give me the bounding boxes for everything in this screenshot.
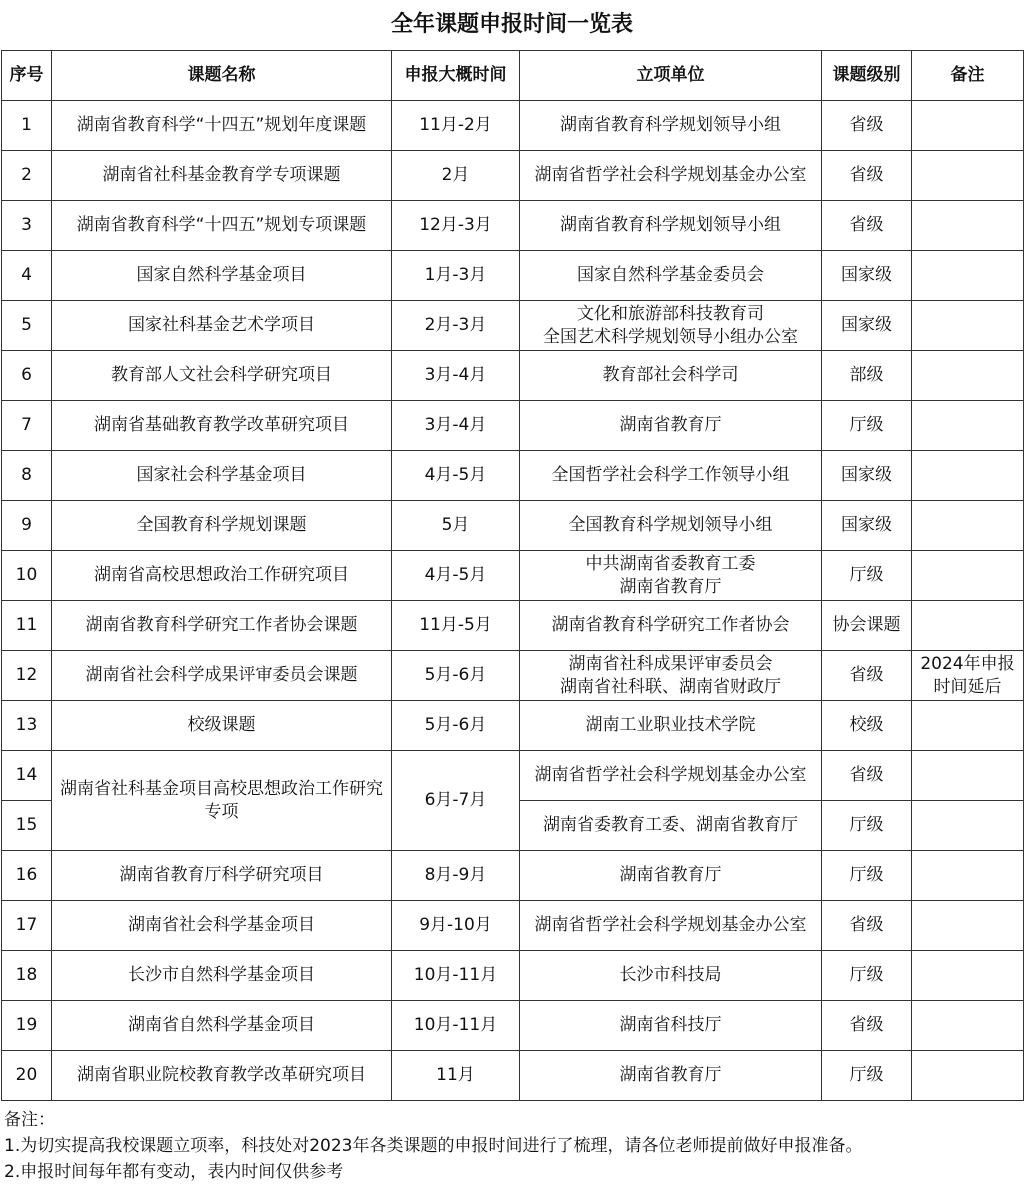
project-name: 湖南省社会科学基金项目 <box>52 901 392 951</box>
header-name: 课题名称 <box>52 51 392 101</box>
apply-time: 5月 <box>392 501 520 551</box>
remark <box>912 951 1024 1001</box>
table-row <box>2 851 1024 901</box>
approval-unit: 湖南省社科成果评审委员会 湖南省社科联、湖南省财政厅 <box>520 651 822 701</box>
approval-unit: 湖南省哲学社会科学规划基金办公室 <box>520 151 822 201</box>
remark <box>912 901 1024 951</box>
table-row <box>2 701 1024 751</box>
remark <box>912 501 1024 551</box>
approval-unit: 湖南省哲学社会科学规划基金办公室 <box>520 751 822 801</box>
project-level: 省级 <box>822 201 912 251</box>
row-number: 2 <box>2 151 52 201</box>
project-level: 厅级 <box>822 551 912 601</box>
table-row <box>2 401 1024 451</box>
project-level: 国家级 <box>822 451 912 501</box>
remark <box>912 751 1024 801</box>
row-number: 8 <box>2 451 52 501</box>
project-level: 厅级 <box>822 801 912 851</box>
page-title: 全年课题申报时间一览表 <box>390 12 633 37</box>
remark <box>912 351 1024 401</box>
table-row <box>2 1001 1024 1051</box>
project-name: 教育部人文社会科学研究项目 <box>52 351 392 401</box>
project-level: 厅级 <box>822 1051 912 1101</box>
table-row <box>2 201 1024 251</box>
project-level: 省级 <box>822 151 912 201</box>
row-number: 10 <box>2 551 52 601</box>
row-number: 3 <box>2 201 52 251</box>
header-level: 课题级别 <box>822 51 912 101</box>
project-level: 协会课题 <box>822 601 912 651</box>
remark <box>912 1001 1024 1051</box>
remark <box>912 451 1024 501</box>
apply-time: 2月-3月 <box>392 301 520 351</box>
remark <box>912 851 1024 901</box>
apply-time: 10月-11月 <box>392 1001 520 1051</box>
table-row <box>2 251 1024 301</box>
project-name: 全国教育科学规划课题 <box>52 501 392 551</box>
remark: 2024年申报时间延后 <box>912 651 1024 701</box>
approval-unit: 湖南省科技厅 <box>520 1001 822 1051</box>
project-level: 省级 <box>822 651 912 701</box>
project-name: 国家自然科学基金项目 <box>52 251 392 301</box>
approval-unit: 湖南省教育科学规划领导小组 <box>520 101 822 151</box>
project-level: 校级 <box>822 701 912 751</box>
project-level: 省级 <box>822 901 912 951</box>
project-level: 国家级 <box>822 301 912 351</box>
project-name: 湖南省职业院校教育教学改革研究项目 <box>52 1051 392 1101</box>
approval-unit: 湖南省教育科学规划领导小组 <box>520 201 822 251</box>
remark <box>912 301 1024 351</box>
apply-time: 11月 <box>392 1051 520 1101</box>
schedule-table <box>1 50 1024 1101</box>
apply-time: 10月-11月 <box>392 951 520 1001</box>
apply-time: 2月 <box>392 151 520 201</box>
remark <box>912 551 1024 601</box>
remark <box>912 251 1024 301</box>
project-name: 国家社会科学基金项目 <box>52 451 392 501</box>
approval-unit: 湖南省哲学社会科学规划基金办公室 <box>520 901 822 951</box>
notes-heading: 备注： <box>4 1110 55 1130</box>
header-remark: 备注 <box>912 51 1024 101</box>
header-unit: 立项单位 <box>520 51 822 101</box>
remark <box>912 151 1024 201</box>
table-row <box>2 601 1024 651</box>
row-number: 19 <box>2 1001 52 1051</box>
approval-unit: 文化和旅游部科技教育司 全国艺术科学规划领导小组办公室 <box>520 301 822 351</box>
approval-unit: 湖南省教育厅 <box>520 1051 822 1101</box>
project-name: 湖南省教育科学“十四五”规划年度课题 <box>52 101 392 151</box>
project-name: 湖南省教育科学研究工作者协会课题 <box>52 601 392 651</box>
notes-line-1: 1.为切实提高我校课题立项率，科技处对2023年各类课题的申报时间进行了梳理，请各位老师提前做好申报准备。 <box>4 1136 863 1156</box>
approval-unit: 教育部社会科学司 <box>520 351 822 401</box>
table-row <box>2 301 1024 351</box>
table-row <box>2 351 1024 401</box>
row-number: 4 <box>2 251 52 301</box>
project-name: 湖南省教育厅科学研究项目 <box>52 851 392 901</box>
table-row <box>2 551 1024 601</box>
project-level: 国家级 <box>822 251 912 301</box>
approval-unit: 国家自然科学基金委员会 <box>520 251 822 301</box>
header-time: 申报大概时间 <box>392 51 520 101</box>
project-level: 省级 <box>822 1001 912 1051</box>
approval-unit: 湖南工业职业技术学院 <box>520 701 822 751</box>
table-body <box>2 101 1024 1101</box>
remark <box>912 1051 1024 1101</box>
row-number: 7 <box>2 401 52 451</box>
project-name: 国家社科基金艺术学项目 <box>52 301 392 351</box>
header-no: 序号 <box>2 51 52 101</box>
project-name: 湖南省教育科学“十四五”规划专项课题 <box>52 201 392 251</box>
project-name: 湖南省社科基金教育学专项课题 <box>52 151 392 201</box>
project-name: 长沙市自然科学基金项目 <box>52 951 392 1001</box>
row-number: 17 <box>2 901 52 951</box>
notes <box>0 1107 1024 1185</box>
apply-time: 12月-3月 <box>392 201 520 251</box>
row-number: 20 <box>2 1051 52 1101</box>
table-row <box>2 101 1024 151</box>
project-level: 国家级 <box>822 501 912 551</box>
project-level: 部级 <box>822 351 912 401</box>
apply-time: 4月-5月 <box>392 451 520 501</box>
table-row <box>2 151 1024 201</box>
remark <box>912 201 1024 251</box>
remark <box>912 101 1024 151</box>
apply-time: 11月-2月 <box>392 101 520 151</box>
apply-time: 3月-4月 <box>392 351 520 401</box>
approval-unit: 湖南省委教育工委、湖南省教育厅 <box>520 801 822 851</box>
apply-time: 5月-6月 <box>392 701 520 751</box>
apply-time: 11月-5月 <box>392 601 520 651</box>
row-number: 9 <box>2 501 52 551</box>
apply-time: 4月-5月 <box>392 551 520 601</box>
row-number: 14 <box>2 751 52 801</box>
row-number: 18 <box>2 951 52 1001</box>
row-number: 5 <box>2 301 52 351</box>
table-row <box>2 451 1024 501</box>
project-name: 湖南省高校思想政治工作研究项目 <box>52 551 392 601</box>
project-name: 湖南省社科基金项目高校思想政治工作研究专项 <box>52 751 392 851</box>
apply-time: 6月-7月 <box>392 751 520 851</box>
notes-line-2: 2.申报时间每年都有变动，表内时间仅供参考 <box>4 1162 344 1182</box>
approval-unit: 全国哲学社会科学工作领导小组 <box>520 451 822 501</box>
approval-unit: 全国教育科学规划领导小组 <box>520 501 822 551</box>
approval-unit: 湖南省教育厅 <box>520 851 822 901</box>
row-number: 1 <box>2 101 52 151</box>
project-level: 省级 <box>822 751 912 801</box>
apply-time: 5月-6月 <box>392 651 520 701</box>
row-number: 11 <box>2 601 52 651</box>
remark <box>912 701 1024 751</box>
approval-unit: 中共湖南省委教育工委 湖南省教育厅 <box>520 551 822 601</box>
row-number: 12 <box>2 651 52 701</box>
project-name: 湖南省社会科学成果评审委员会课题 <box>52 651 392 701</box>
remark <box>912 401 1024 451</box>
remark <box>912 801 1024 851</box>
apply-time: 1月-3月 <box>392 251 520 301</box>
table-row <box>2 901 1024 951</box>
table-row <box>2 501 1024 551</box>
row-number: 13 <box>2 701 52 751</box>
project-name: 湖南省自然科学基金项目 <box>52 1001 392 1051</box>
row-number: 15 <box>2 801 52 851</box>
approval-unit: 湖南省教育厅 <box>520 401 822 451</box>
table-row <box>2 951 1024 1001</box>
header-row <box>2 51 1024 101</box>
table-row <box>2 651 1024 701</box>
project-level: 厅级 <box>822 401 912 451</box>
apply-time: 8月-9月 <box>392 851 520 901</box>
apply-time: 9月-10月 <box>392 901 520 951</box>
project-name: 湖南省基础教育教学改革研究项目 <box>52 401 392 451</box>
project-level: 厅级 <box>822 851 912 901</box>
project-name: 校级课题 <box>52 701 392 751</box>
project-level: 厅级 <box>822 951 912 1001</box>
apply-time: 3月-4月 <box>392 401 520 451</box>
approval-unit: 湖南省教育科学研究工作者协会 <box>520 601 822 651</box>
project-level: 省级 <box>822 101 912 151</box>
row-number: 16 <box>2 851 52 901</box>
remark <box>912 601 1024 651</box>
table-row <box>2 1051 1024 1101</box>
approval-unit: 长沙市科技局 <box>520 951 822 1001</box>
row-number: 6 <box>2 351 52 401</box>
table-row <box>2 751 1024 801</box>
